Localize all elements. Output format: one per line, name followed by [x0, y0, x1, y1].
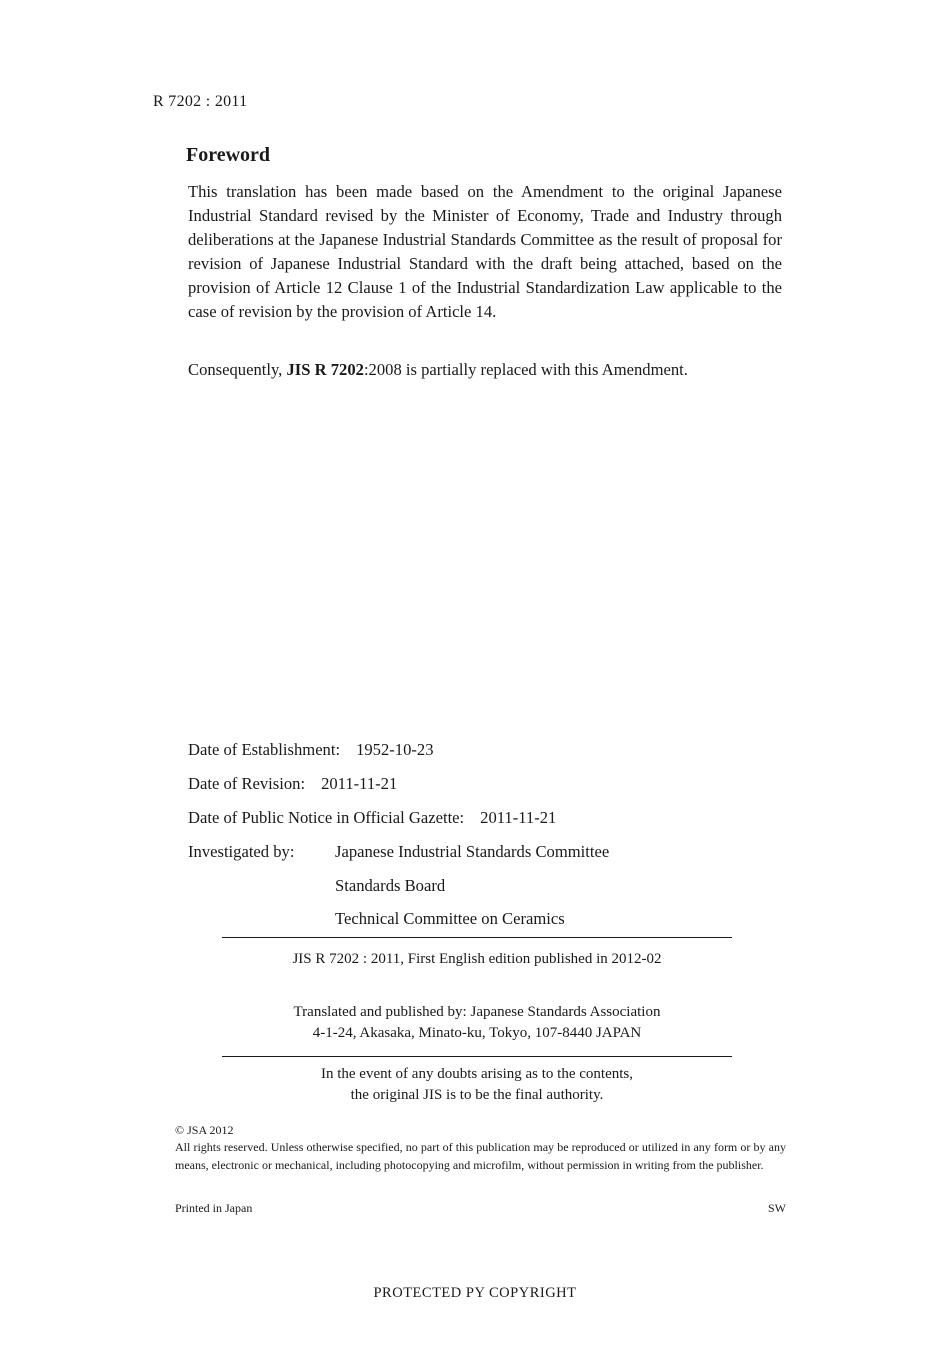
distributor-code: SW [768, 1201, 786, 1215]
authority-notice-line: In the event of any doubts arising as to the contents, [320, 1066, 633, 1082]
publisher-address: 4-1-24, Akasaka, Minato-ku, Tokyo, 107-8440 JAPAN [312, 1025, 642, 1041]
establishment-date-value: 1952-10-23 [356, 740, 434, 759]
printed-in-label: Printed in Japan [175, 1201, 253, 1215]
rights-statement: All rights reserved. Unless otherwise specified, no part of this publication may be reproduced or utilized in any form or by any means, electronic or mechanical, including photocopying and microfilm, without permission in writing from the publisher. [175, 1140, 786, 1172]
establishment-date-row [188, 740, 434, 760]
investigated-by-label: Investigated by: [188, 842, 295, 861]
investigated-by-line: Technical Committee on Ceramics [335, 909, 565, 928]
gazette-date-label: Date of Public Notice in Official Gazette: [188, 808, 465, 827]
document-number-header: R 7202 : 2011 [153, 93, 248, 110]
divider [222, 937, 732, 938]
investigated-by-line: Japanese Industrial Standards Committee [335, 842, 610, 861]
divider [222, 1056, 732, 1057]
edition-statement: JIS R 7202 : 2011, First English edition published in 2012-02 [292, 951, 662, 967]
publisher-line: Translated and published by: Japanese Standards Association [293, 1004, 661, 1020]
foreword-title: Foreword [186, 144, 271, 166]
authority-notice-line: the original JIS is to be the final authority. [350, 1087, 604, 1103]
gazette-date-value: 2011-11-21 [480, 808, 557, 827]
revision-date-value: 2011-11-21 [321, 774, 398, 793]
authority-notice [222, 1064, 732, 1106]
paragraph-2-suffix: :2008 is partially replaced with this Amendment. [363, 360, 688, 379]
investigated-by-line: Standards Board [335, 876, 446, 895]
gazette-date-row [188, 808, 556, 828]
publisher-block [222, 1002, 732, 1044]
revision-date-row [188, 774, 397, 794]
establishment-date-label: Date of Establishment: [188, 740, 341, 759]
foreword-paragraph-2 [188, 358, 782, 382]
paragraph-2-prefix: Consequently, [188, 360, 287, 379]
copyright-footer: PROTECTED PY COPYRIGHT [373, 1285, 577, 1301]
foreword-paragraph-1: This translation has been made based on the Amendment to the original Japanese Industrial Standard revised by the Minister of Economy, Trade and Industry through deliberations at the Japanese Industrial Standards Committee as the result of proposal for revision of Japanese Industrial Standard with the draft being attached, based on the provision of Article 12 Clause 1 of the Industrial Standardization Law applicable to the case of revision by the provision of Article 14. [188, 182, 782, 321]
revision-date-label: Date of Revision: [188, 774, 306, 793]
standard-reference: JIS R 7202 [286, 360, 364, 379]
copyright-notice: © JSA 2012 [175, 1123, 234, 1137]
